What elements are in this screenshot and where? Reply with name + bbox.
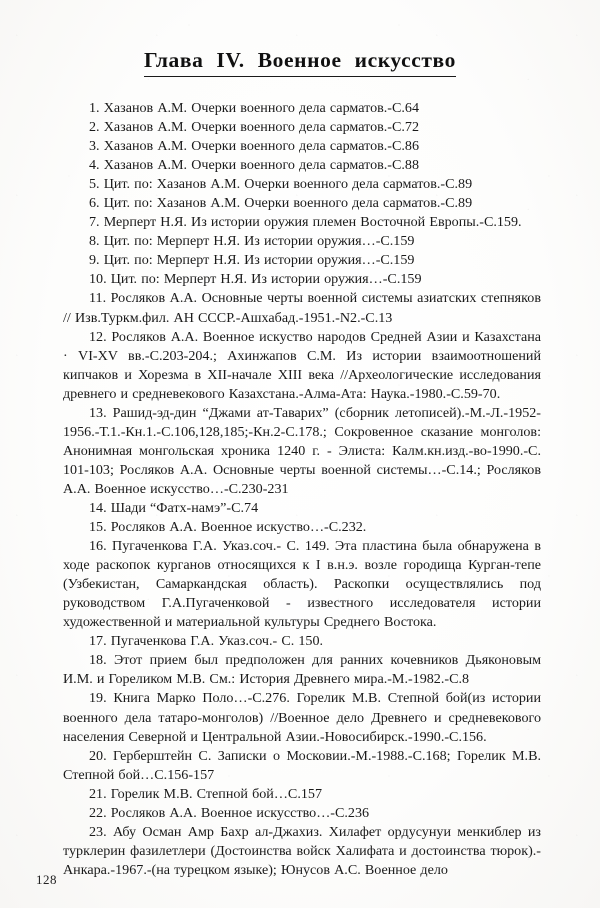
list-item: 7. Мерперт Н.Я. Из истории оружия племен Восточной Европы.-С.159. xyxy=(89,214,522,231)
list-item: 20. Герберштейн С. Записки о Московии.-М.-1988.-С.168; Горелик М.В. Степной бой…С.156-157 xyxy=(63,747,541,783)
endnotes-list xyxy=(63,99,541,880)
page-number: 128 xyxy=(36,872,57,887)
list-item: 2. Хазанов А.М. Очерки военного дела сарматов.-С.72 xyxy=(89,119,420,136)
list-item: 16. Пугаченкова Г.А. Указ.соч.- С. 149. Эта пластина была обнаружена в ходе раскопок курганов относящихся к I в.н.э. возле городища Курган-тепе (Узбекистан, Самаркандская область). Раскопки осуществлялись под руководством Г.А.Пугаченковой - известного исследователя истории художественной и материальной культуры Среднего Востока. xyxy=(63,538,541,631)
list-item: 9. Цит. по: Мерперт Н.Я. Из истории оружия…-С.159 xyxy=(89,252,415,269)
list-item: 12. Росляков А.А. Военное искуство народов Средней Азии и Казахстана · VI-XV вв.-С.203-204.; Ахинжапов С.М. Из истории взаимоотношений кипчаков и Хорезма в XII-начале XIII века //Археологические исследования древнего и средневекового Казахстана.-Алма-Ата: Наука.-1980.-С.59-70. xyxy=(63,328,541,402)
list-item: 13. Рашид-эд-дин “Джами ат-Таварих” (сборник летописей).-М.-Л.-1952-1956.-Т.1.-Кн.1.-С.106,128,185;-Кн.2-С.178.; Сокровенное сказание монголов: Анонимная монгольская хроника 1240 г. - Элиста: Калм.кн.изд.-во-1990.-С. 101-103; Росляков А.А. Основные черты военной системы…-С.14.; Росляков А.А. Военное искусство…-С.230-231 xyxy=(63,404,541,497)
list-item: 17. Пугаченкова Г.А. Указ.соч.- С. 150. xyxy=(89,633,324,650)
list-item: 3. Хазанов А.М. Очерки военного дела сарматов.-С.86 xyxy=(89,138,420,155)
list-item: 18. Этот прием был предположен для ранних кочевников Дьяконовым И.М. и Гореликом М.В. См.: История Древнего мира.-М.-1982.-С.8 xyxy=(63,652,541,688)
list-item: 22. Росляков А.А. Военное искусство…-С.236 xyxy=(89,804,370,821)
list-item: 23. Абу Осман Амр Бахр ал-Джахиз. Хилафет ордусунуи менкиблер из турклерин фазилетлери (Достоинства войск Халифата и достоинства тюрок).-Анкара.-1967.-(на турецком языке); Юнусов А.С. Военное дело xyxy=(63,823,541,878)
list-item: 5. Цит. по: Хазанов А.М. Очерки военного дела сарматов.-С.89 xyxy=(89,176,473,193)
page-title xyxy=(0,48,600,77)
list-item: 8. Цит. по: Мерперт Н.Я. Из истории оружия…-С.159 xyxy=(89,233,415,250)
list-item: 15. Росляков А.А. Военное искуство…-С.232. xyxy=(89,519,367,536)
list-item: 4. Хазанов А.М. Очерки военного дела сарматов.-С.88 xyxy=(89,157,420,174)
list-item: 10. Цит. по: Мерперт Н.Я. Из истории оружия…-С.159 xyxy=(89,271,422,288)
chapter-title-text: Глава IV. Военное искусство xyxy=(144,48,456,77)
list-item: 11. Росляков А.А. Основные черты военной системы азиатских степняков // Изв.Туркм.фил. АН СССР.-Ашхабад.-1951.-N2.-С.13 xyxy=(63,290,541,326)
list-item: 19. Книга Марко Поло…-С.276. Горелик М.В. Степной бой(из истории военного дела татаро-монголов) //Военное дело Древнего и средневекового населения Северной и Центральной Азии.-Новосибирск.-1990.-С.156. xyxy=(63,690,541,745)
list-item: 21. Горелик М.В. Степной бой…С.157 xyxy=(89,785,322,802)
list-item: 14. Шади “Фатх-намэ”-С.74 xyxy=(89,499,259,516)
list-item: 1. Хазанов А.М. Очерки военного дела сарматов.-С.64 xyxy=(89,100,420,116)
list-item: 6. Цит. по: Хазанов А.М. Очерки военного дела сарматов.-С.89 xyxy=(89,195,473,212)
